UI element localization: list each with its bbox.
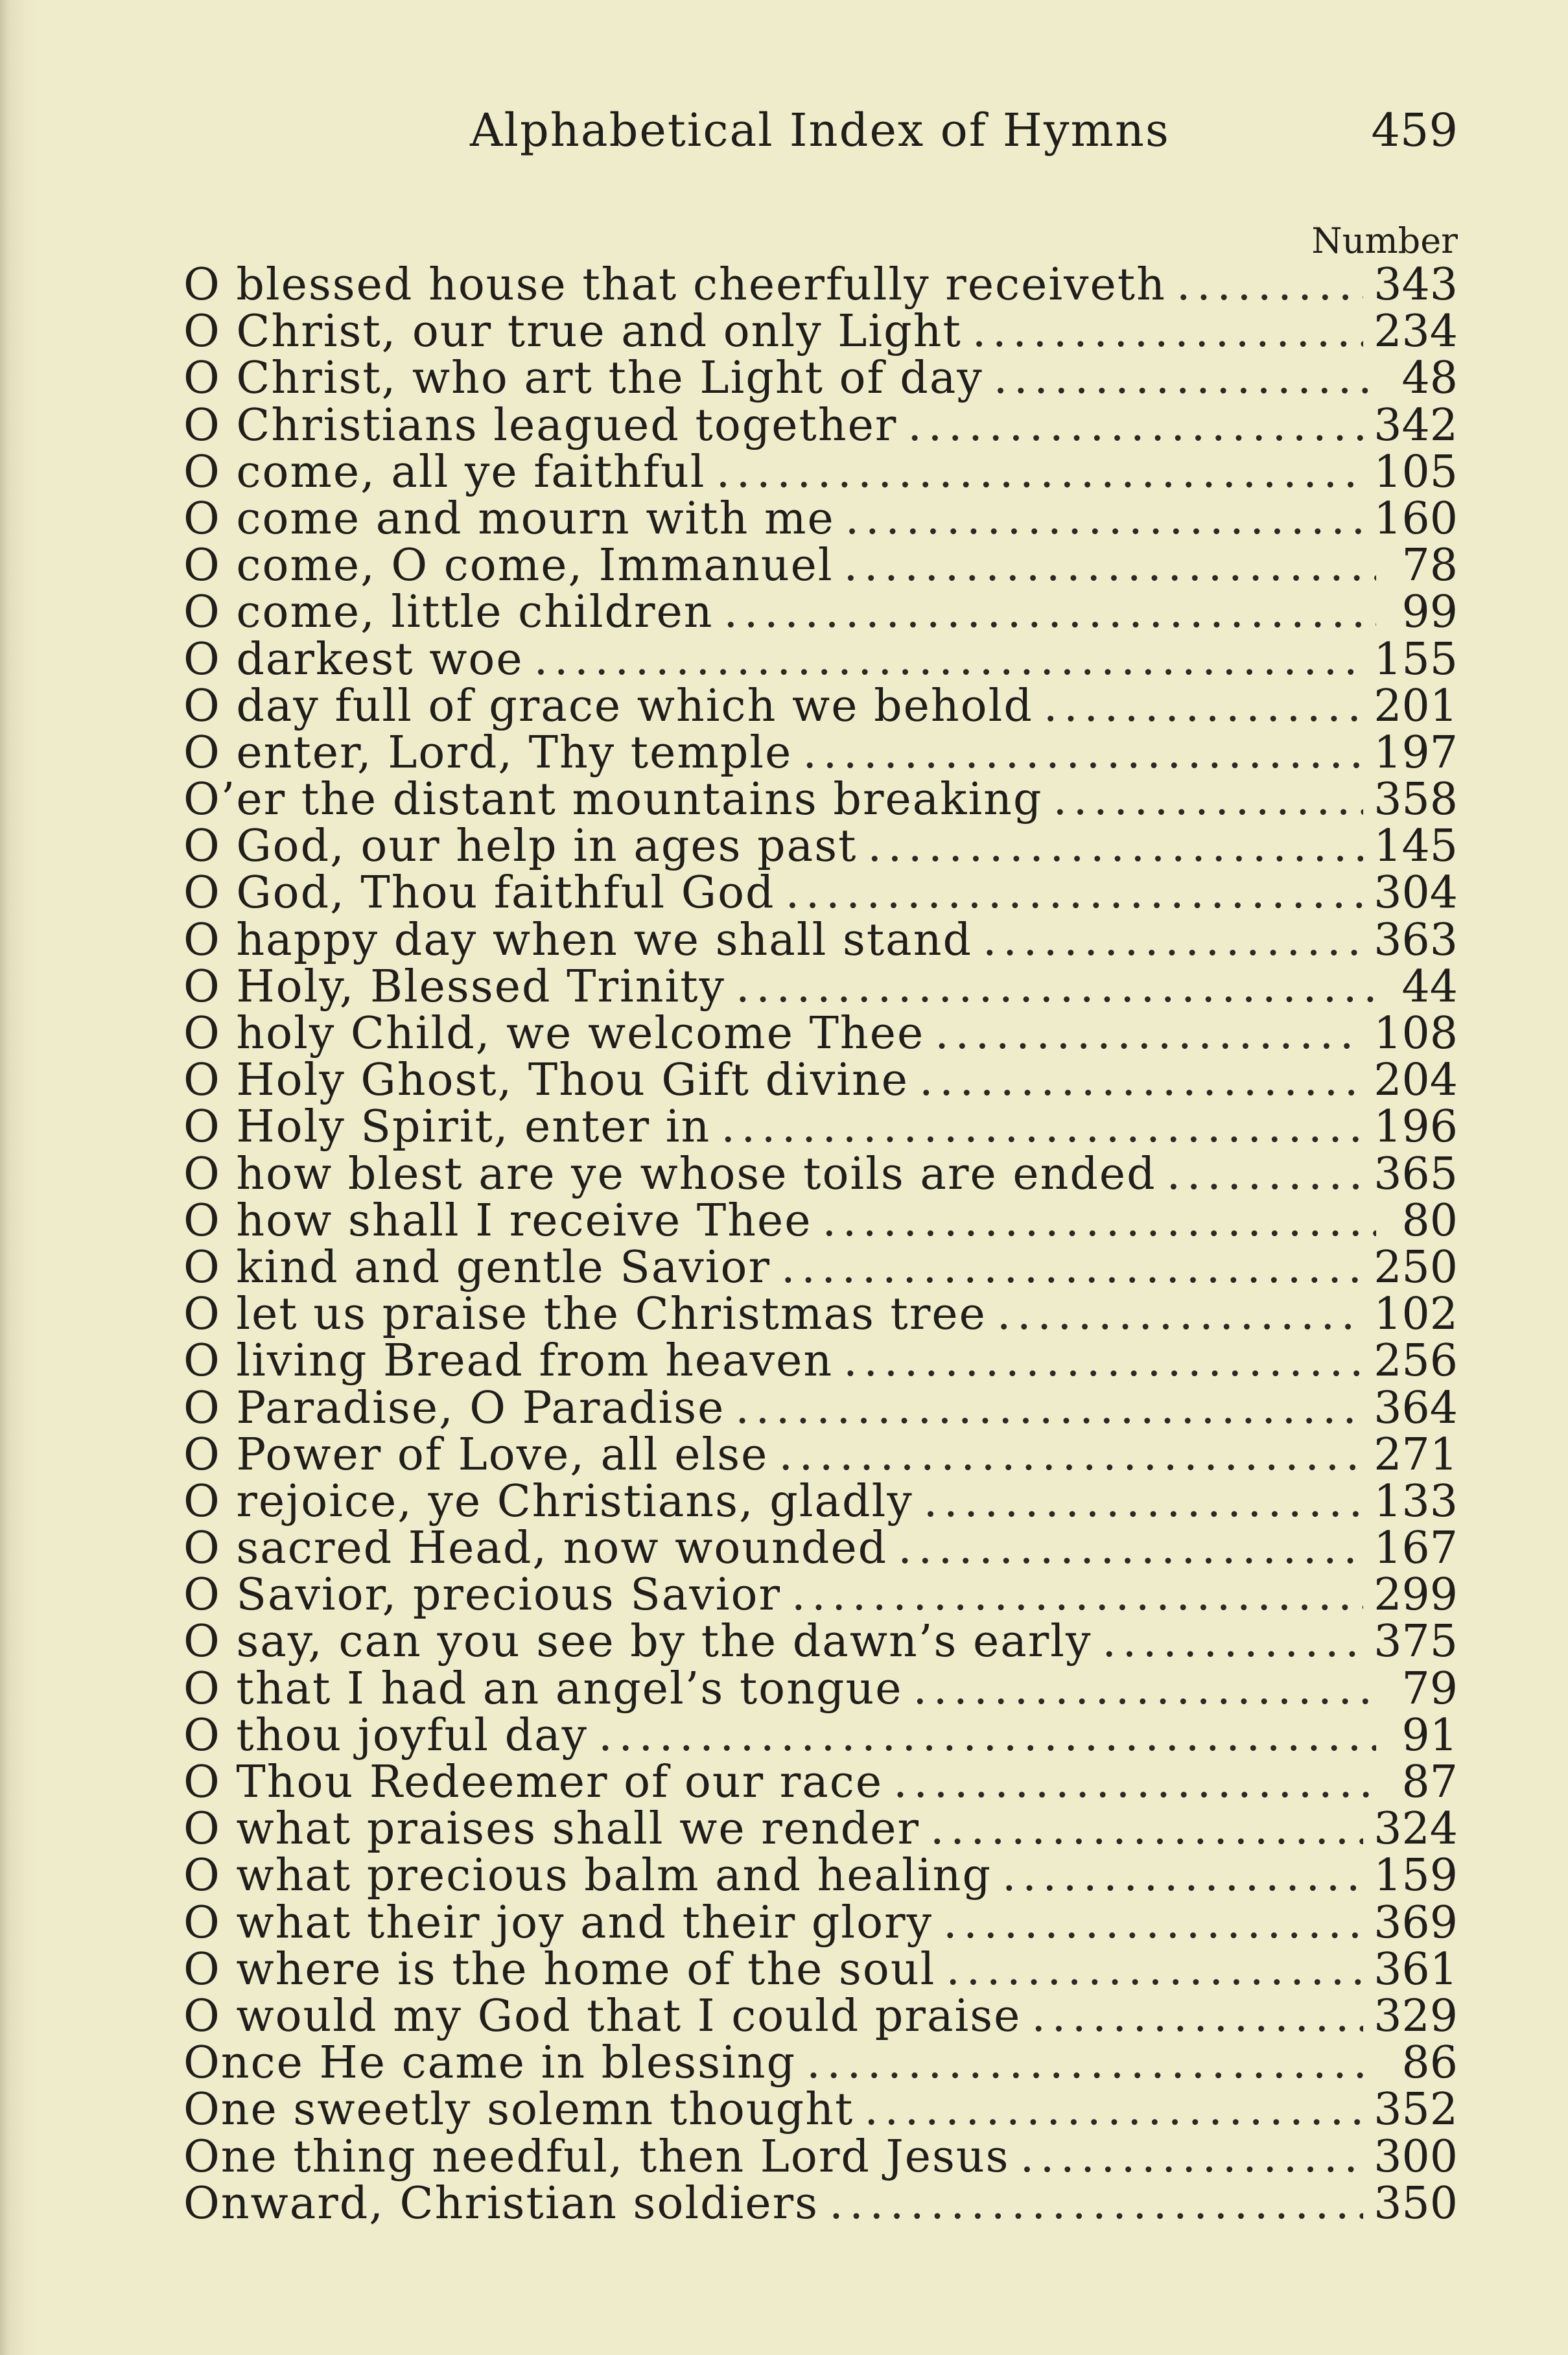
hymn-title: O how blest are ye whose toils are ended [183,1148,1156,1200]
dot-leader [997,1291,1363,1338]
index-entry [183,680,1458,732]
index-entry [183,355,1458,402]
hymn-title: O God, our help in ages past [183,821,858,873]
dot-leader [791,1572,1363,1619]
hymn-title: O Holy, Blessed Trinity [183,961,726,1013]
index-entry [183,399,1458,451]
hymn-number: 300 [1374,2131,1458,2183]
hymn-number: 369 [1374,1897,1458,1949]
hymn-title: O Christ, who art the Light of day [183,353,983,404]
dot-leader [1044,683,1363,730]
hymn-number: 167 [1374,1523,1458,1575]
index-entry [183,1759,1458,1806]
hymn-number: 155 [1374,633,1458,685]
hymn-title: O that I had an angel’s tongue [183,1663,903,1715]
index-entry [183,1429,1458,1481]
hymn-title: O blessed house that cheerfully receiveth [183,259,1166,310]
index-entry [183,1663,1458,1715]
hymn-title: O come, little children [183,587,714,639]
hymn-title: O what praises shall we render [183,1803,920,1855]
hymn-title: O let us praise the Christmas tree [183,1289,987,1341]
page-title: Alphabetical Index of Hymns [470,104,1170,157]
index-entry [183,446,1458,498]
hymn-title: O would my God that I could praise [183,1990,1022,2042]
dot-leader [802,730,1363,777]
hymn-number: 358 [1374,774,1458,826]
dot-leader [994,355,1376,402]
hymn-title: O come, O come, Immanuel [183,540,834,592]
hymn-title: O Holy Spirit, enter in [183,1101,711,1153]
hymn-number: 350 [1374,2177,1458,2229]
hymn-number: 160 [1374,493,1458,545]
hymn-number: 108 [1374,1008,1458,1059]
index-entry [183,1803,1458,1855]
hymn-number: 79 [1401,1663,1458,1715]
hymn-title: O come, all ye faithful [183,446,706,498]
dot-leader [913,1666,1376,1713]
index-entry [183,587,1458,639]
hymn-title: O Power of Love, all else [183,1429,769,1481]
dot-leader [907,403,1363,449]
dot-leader [721,1104,1363,1151]
hymn-number: 197 [1374,727,1458,779]
hymn-title: O living Bread from heaven [183,1335,834,1387]
index-entry [183,867,1458,919]
index-entry [183,1335,1458,1387]
dot-leader [716,449,1364,496]
dot-leader [867,823,1363,870]
dot-leader [1102,1619,1363,1665]
hymn-number: 87 [1401,1757,1458,1808]
index-entry [183,1709,1458,1761]
hymn-title: O Christians leagued together [183,399,898,451]
index-entry [183,1897,1458,1949]
hymn-title: O Paradise, O Paradise [183,1382,725,1434]
dot-leader [786,870,1364,917]
hymn-number: 105 [1374,446,1458,498]
dot-leader [1031,1993,1363,2040]
index-entry [183,2131,1458,2183]
hymn-title: O enter, Lord, Thy temple [183,727,793,779]
dot-leader [736,964,1376,1011]
index-entry [183,1289,1458,1341]
dot-leader [806,2040,1376,2087]
hymn-number: 342 [1374,399,1458,451]
hymn-title: O Savior, precious Savior [183,1569,781,1621]
dot-leader [924,1479,1363,1525]
index-entry [183,1148,1458,1200]
hymn-title: O Christ, our true and only Light [183,306,962,358]
index-entry [183,1943,1458,1995]
dot-leader [898,1525,1363,1572]
hymn-number: 299 [1374,1569,1458,1621]
index-entry [183,259,1458,310]
dot-leader [598,1713,1376,1759]
dot-leader [534,637,1364,683]
dot-leader [983,917,1363,964]
hymn-number: 86 [1401,2037,1458,2089]
hymn-title: O day full of grace which we behold [183,680,1033,732]
dot-leader [1167,1151,1364,1198]
index-entry [183,2177,1458,2229]
hymn-number: 364 [1374,1382,1458,1434]
dot-leader [1002,1853,1363,1899]
index-entry [183,1569,1458,1621]
hymn-number: 99 [1401,587,1458,639]
hymn-number: 91 [1401,1709,1458,1761]
hymn-number: 133 [1374,1475,1458,1527]
dot-leader [829,2181,1363,2227]
dot-leader [1053,777,1364,823]
hymn-title: O sacred Head, now wounded [183,1523,888,1575]
index-entry [183,821,1458,873]
hymn-title: O Holy Ghost, Thou Gift divine [183,1055,909,1107]
index-entry [183,1616,1458,1668]
hymn-index-list [183,259,1458,2229]
hymn-number: 363 [1374,914,1458,966]
index-entry [183,914,1458,966]
index-entry [183,774,1458,826]
index-entry [183,306,1458,358]
dot-leader [781,1245,1363,1291]
dot-leader [930,1806,1363,1853]
index-entry [183,2084,1458,2136]
dot-leader [946,1947,1363,1993]
index-entry [183,1101,1458,1153]
hymn-title: O where is the home of the soul [183,1943,936,1995]
index-entry [183,1523,1458,1575]
index-entry [183,727,1458,779]
index-entry [183,1990,1458,2042]
hymn-number: 304 [1374,867,1458,919]
index-entry [183,1008,1458,1059]
hymn-title: O darkest woe [183,633,524,685]
dot-leader [844,543,1376,589]
dot-leader [919,1057,1363,1104]
hymn-title: O come and mourn with me [183,493,835,545]
hymn-number: 48 [1401,353,1458,404]
index-entry [183,1195,1458,1247]
index-entry [183,493,1458,545]
hymn-title: O God, Thou faithful God [183,867,775,919]
hymn-title: O what precious balm and healing [183,1850,992,1902]
hymn-title: One sweetly solemn thought [183,2084,854,2136]
hymn-number: 201 [1374,680,1458,732]
hymn-title: One thing needful, then Lord Jesus [183,2131,1010,2183]
index-entry [183,633,1458,685]
hymn-number: 352 [1374,2084,1458,2136]
hymn-number: 196 [1374,1101,1458,1153]
hymn-number: 375 [1374,1616,1458,1668]
hymn-number: 271 [1374,1429,1458,1481]
hymn-number: 145 [1374,821,1458,873]
hymn-title: O Thou Redeemer of our race [183,1757,883,1808]
page-spine-shadow [0,0,39,2355]
hymn-number: 250 [1374,1241,1458,1293]
dot-leader [972,309,1363,355]
dot-leader [778,1432,1363,1479]
dot-leader [845,496,1363,543]
index-entry [183,1055,1458,1107]
hymn-number: 80 [1401,1195,1458,1247]
hymn-number: 78 [1401,540,1458,592]
hymn-title: O holy Child, we welcome Thee [183,1008,925,1059]
number-column-label: Number [1311,220,1458,261]
dot-leader [843,1338,1363,1385]
hymn-title: O kind and gentle Savior [183,1241,771,1293]
hymn-number: 361 [1374,1943,1458,1995]
dot-leader [893,1759,1376,1806]
hymn-number: 102 [1374,1289,1458,1341]
page-number: 459 [1371,104,1458,157]
hymn-title: O happy day when we shall stand [183,914,973,966]
index-entry [183,540,1458,592]
hymn-title: Onward, Christian soldiers [183,2177,819,2229]
dot-leader [822,1198,1376,1245]
hymn-number: 204 [1374,1055,1458,1107]
hymn-title: O how shall I receive Thee [183,1195,812,1247]
hymn-title: O thou joyful day [183,1709,589,1761]
hymn-title: O rejoice, ye Christians, gladly [183,1475,913,1527]
hymn-title: Once He came in blessing [183,2037,797,2089]
hymn-number: 234 [1374,306,1458,358]
hymn-number: 329 [1374,1990,1458,2042]
dot-leader [1176,262,1363,309]
page-header [0,104,1568,169]
hymn-number: 256 [1374,1335,1458,1387]
index-entry [183,1241,1458,1293]
dot-leader [935,1011,1363,1057]
hymn-number: 159 [1374,1850,1458,1902]
hymn-title: O what their joy and their glory [183,1897,933,1949]
index-entry [183,961,1458,1013]
index-entry [183,1475,1458,1527]
hymn-number: 343 [1374,259,1458,310]
dot-leader [864,2087,1363,2133]
dot-leader [735,1385,1363,1432]
dot-leader [724,589,1376,636]
index-entry [183,1850,1458,1902]
hymn-number: 324 [1374,1803,1458,1855]
hymn-number: 365 [1374,1148,1458,1200]
index-entry [183,1382,1458,1434]
hymn-number: 44 [1401,961,1458,1013]
hymn-title: O’er the distant mountains breaking [183,774,1043,826]
index-entry [183,2037,1458,2089]
dot-leader [943,1900,1363,1947]
dot-leader [1020,2134,1364,2181]
hymn-title: O say, can you see by the dawn’s early [183,1616,1092,1668]
